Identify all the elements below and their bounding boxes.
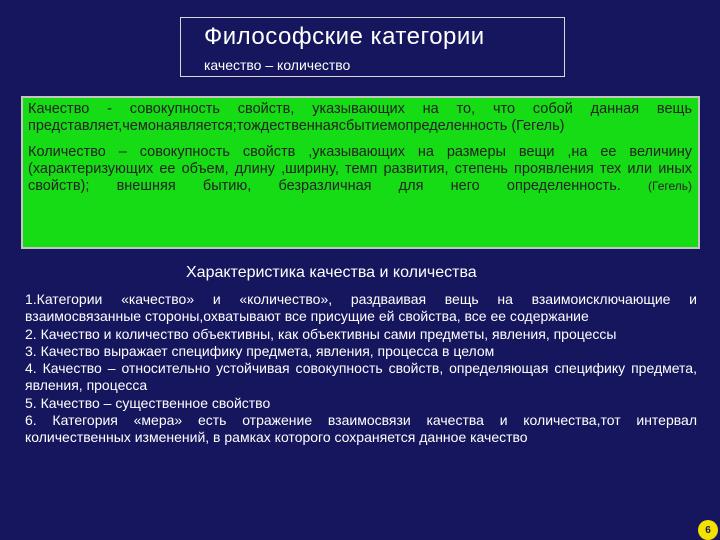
- point-item: 2. Качество и количество объективны, как объективны сами предметы, явления, процессы: [25, 325, 617, 342]
- point-item: 4. Качество – относительно устойчивая совокупность свойств, определяющая специфику предмета, явления, процесса: [25, 360, 697, 394]
- definitions-box: [21, 96, 700, 249]
- point-item: 5. Качество – существенное свойство: [25, 394, 271, 411]
- point-item: 1.Категории «качество» и «количество», раздваивая вещь на взаимоисключающие и взаимосвязанные стороны,охватывают все присущие ей свойства, все ее содержание: [25, 291, 697, 325]
- page-number-badge: 6: [698, 520, 718, 540]
- quantity-definition-text: Количество – совокупность свойств ,указывающих на размеры вещи ,на ее величину (характеризующих ее объем, длину ,ширину, темп развития, степень проявления тех или иных свойств); внешняя бытию, безразличная для него определенность.: [28, 144, 692, 194]
- points-list: [25, 291, 697, 447]
- slide-title: Философские категории: [204, 23, 485, 50]
- quality-definition: Качество - совокупность свойств, указывающих на то, что собой данная вещь представляет,чемонаявляется;тождественнаясбытиемопределенность (Гегель): [28, 101, 692, 134]
- section-title: Характеристика качества и количества: [186, 264, 477, 281]
- title-box: [180, 17, 565, 77]
- slide-subtitle: качество – количество: [204, 57, 351, 73]
- point-item: 6. Категория «мера» есть отражение взаимосвязи качества и количества,тот интервал количественных изменений, в рамках которого сохраняется данное качество: [25, 412, 697, 446]
- quantity-definition: [28, 144, 692, 195]
- quantity-definition-source: (Гегель): [648, 179, 693, 193]
- point-item: 3. Качество выражает специфику предмета, явления, процесса в целом: [25, 342, 495, 359]
